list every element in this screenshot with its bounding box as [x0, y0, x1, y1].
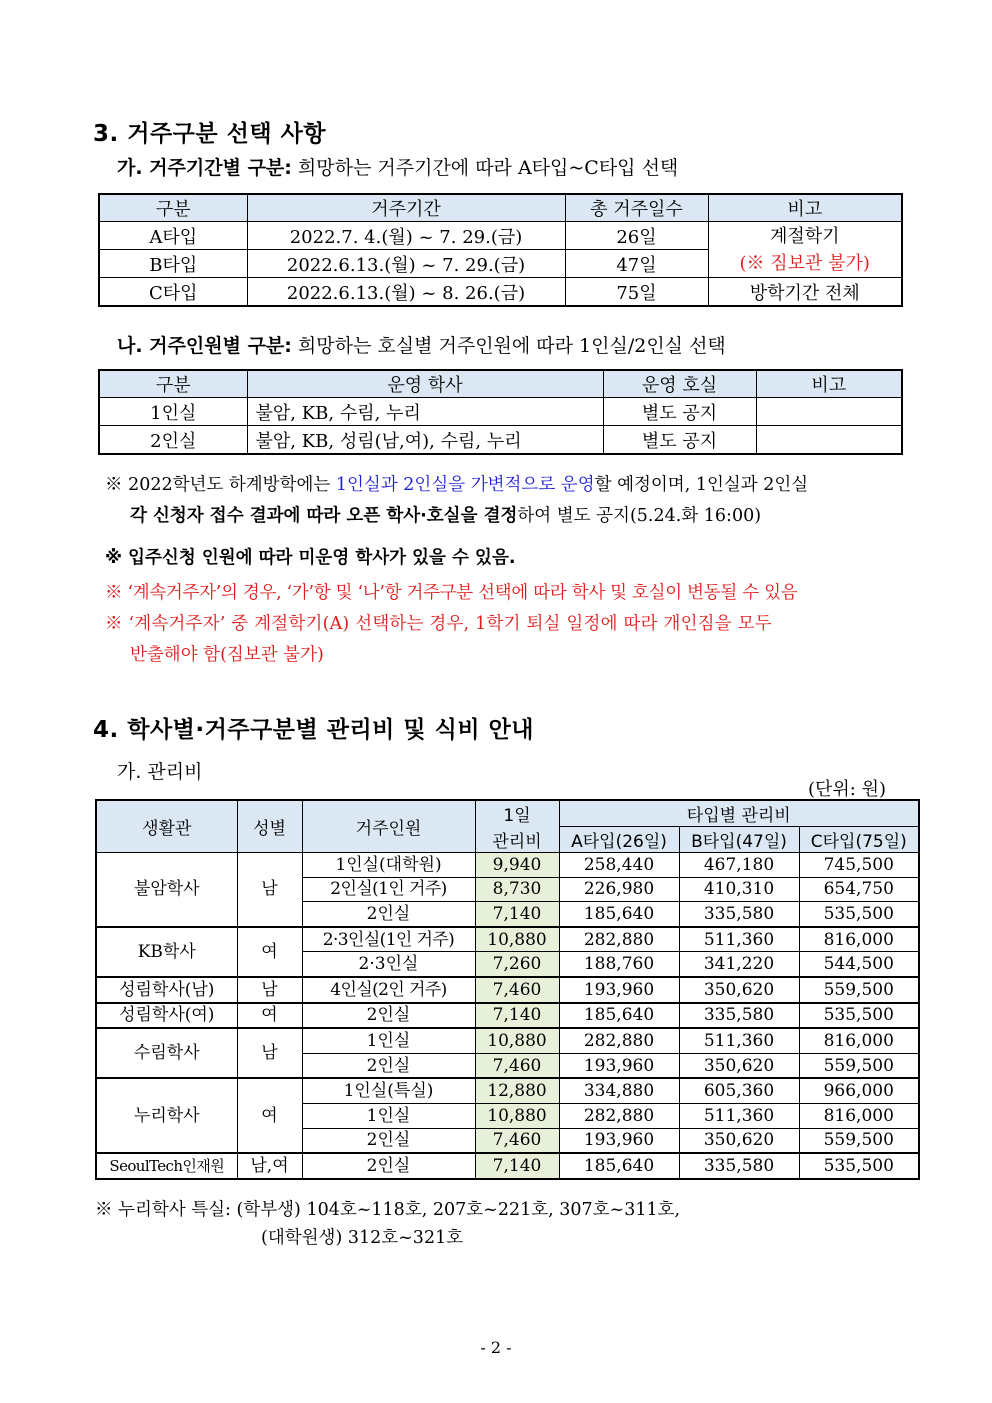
fee-gender: 남,여: [237, 1153, 302, 1179]
occ-halls: 불암, KB, 수림, 누리: [247, 398, 603, 426]
occ-header-type: 구분: [99, 370, 247, 398]
occ-header-note: 비고: [756, 370, 902, 398]
fee-type-c: 559,500: [799, 977, 919, 1003]
fee-row: [96, 1078, 919, 1103]
period-type: C타입: [99, 278, 247, 307]
period-type: A타입: [99, 222, 247, 250]
footnote-line2: (대학원생) 312호~321호: [261, 1228, 464, 1248]
fee-row: [96, 977, 919, 1003]
period-range: 2022.7. 4.(월) ~ 7. 29.(금): [247, 222, 565, 250]
note-1-text-b: 할 예정이며, 1인실과 2인실: [594, 475, 809, 495]
fee-type-a: 185,640: [559, 902, 679, 927]
fee-table-body: [96, 853, 919, 1179]
fee-type-b: 605,360: [679, 1078, 799, 1103]
occ-type: 1인실: [99, 398, 247, 426]
section3-title: 3. 거주구분 선택 사항: [93, 121, 327, 147]
period-note-ab-line2: (※ 짐보관 불가): [739, 252, 870, 274]
note-4-line2: 반출해야 함(짐보관 불가): [130, 645, 324, 665]
fee-type-b: 350,620: [679, 977, 799, 1003]
fee-type-a: 334,880: [559, 1078, 679, 1103]
fee-daily: 10,880: [475, 1103, 559, 1128]
fee-type-b: 350,620: [679, 1053, 799, 1078]
fee-type-b: 511,360: [679, 1103, 799, 1128]
period-table: [98, 193, 903, 307]
fee-table: [95, 799, 920, 1180]
fee-type-c: 816,000: [799, 927, 919, 952]
fee-type-c: 535,500: [799, 1003, 919, 1029]
period-header-type: 구분: [99, 194, 247, 222]
fee-occupancy: 1인실: [302, 1103, 475, 1128]
note-1-text-c: 하여 별도 공지(5.24.화 16:00): [517, 506, 762, 526]
fee-type-a: 282,880: [559, 927, 679, 952]
note-1-highlight: 1인실과 2인실을 가변적으로 운영: [335, 475, 595, 495]
fee-occupancy: 2·3인실(1인 거주): [302, 927, 475, 952]
fee-type-b: 350,620: [679, 1128, 799, 1153]
note-3: ※ ‘계속거주자’의 경우, ‘가’항 및 ‘나’항 거주구분 선택에 따라 학사 및 호실이 변동될 수 있음: [105, 583, 798, 603]
fee-header-occupancy: 거주인원: [302, 800, 475, 853]
fee-type-a: 258,440: [559, 853, 679, 878]
fee-header-type: 타입별 관리비: [559, 800, 919, 827]
fee-type-a: 193,960: [559, 1053, 679, 1078]
fee-row: [96, 853, 919, 878]
note-2: ※ 입주신청 인원에 따라 미운영 학사가 있을 수 있음.: [105, 548, 516, 568]
fee-type-a: 226,980: [559, 877, 679, 902]
period-range: 2022.6.13.(월) ~ 7. 29.(금): [247, 250, 565, 278]
fee-daily: 7,260: [475, 952, 559, 977]
fee-type-c: 966,000: [799, 1078, 919, 1103]
fee-type-b: 467,180: [679, 853, 799, 878]
fee-gender: 남: [237, 853, 302, 927]
fee-daily: 7,460: [475, 1128, 559, 1153]
occ-note: [756, 398, 902, 426]
fee-occupancy: 1인실(특실): [302, 1078, 475, 1103]
period-note-c: 방학기간 전체: [708, 278, 902, 307]
fee-hall: 불암학사: [96, 853, 237, 927]
fee-type-c: 559,500: [799, 1053, 919, 1078]
note-4-line1: ※ ‘계속거주자’ 중 계절학기(A) 선택하는 경우, 1학기 퇴실 일정에 따라 개인짐을 모두: [105, 614, 772, 634]
fee-hall: 성림학사(여): [96, 1003, 237, 1029]
period-header-period: 거주기간: [247, 194, 565, 222]
fee-gender: 여: [237, 927, 302, 977]
period-note-ab-line1: 계절학기: [769, 225, 840, 247]
fee-type-c: 816,000: [799, 1103, 919, 1128]
section3-sub-a: [117, 153, 678, 180]
occ-header-rooms: 운영 호실: [603, 370, 756, 398]
fee-gender: 남: [237, 1028, 302, 1078]
fee-daily: 7,460: [475, 1053, 559, 1078]
fee-type-c: 535,500: [799, 902, 919, 927]
note-4: [105, 611, 905, 668]
fee-occupancy: 2·3인실: [302, 952, 475, 977]
sub-b-label: 나. 거주인원별 구분:: [117, 335, 292, 357]
fee-occupancy: 1인실(대학원): [302, 853, 475, 878]
fee-daily: 10,880: [475, 927, 559, 952]
occ-rooms: 별도 공지: [603, 426, 756, 455]
footnote-line1: ※ 누리학사 특실: (학부생) 104호~118호, 207호~221호, 307호~311호,: [95, 1200, 681, 1220]
fee-type-a: 193,960: [559, 977, 679, 1003]
fee-hall: 수림학사: [96, 1028, 237, 1078]
fee-type-b: 511,360: [679, 927, 799, 952]
fee-row: [96, 1028, 919, 1053]
note-1: [105, 472, 905, 529]
fee-type-a: 193,960: [559, 1128, 679, 1153]
note-1-bold: 각 신청자 접수 결과에 따라 오픈 학사·호실을 결정: [130, 506, 518, 526]
fee-daily: 12,880: [475, 1078, 559, 1103]
fee-occupancy: 1인실: [302, 1028, 475, 1053]
fee-type-c: 535,500: [799, 1153, 919, 1179]
fee-type-c: 559,500: [799, 1128, 919, 1153]
fee-type-b: 335,580: [679, 902, 799, 927]
fee-type-a: 185,640: [559, 1003, 679, 1029]
fee-type-b: 410,310: [679, 877, 799, 902]
note-1-text-a: ※ 2022학년도 하계방학에는: [105, 475, 336, 495]
fee-row: [96, 1153, 919, 1179]
fee-row: [96, 1003, 919, 1029]
fee-type-a: 282,880: [559, 1103, 679, 1128]
fee-type-a: 282,880: [559, 1028, 679, 1053]
fee-type-b: 335,580: [679, 1153, 799, 1179]
fee-header-hall: 생활관: [96, 800, 237, 853]
fee-header-c: C타입(75일): [799, 827, 919, 853]
fee-header-a: A타입(26일): [559, 827, 679, 853]
fee-header-daily-line1: 1일: [475, 800, 559, 827]
fee-occupancy: 2인실: [302, 1053, 475, 1078]
fee-gender: 여: [237, 1078, 302, 1153]
section3-sub-b: [117, 331, 726, 358]
period-days: 26일: [565, 222, 708, 250]
period-note-ab: [708, 222, 902, 278]
fee-hall: 성림학사(남): [96, 977, 237, 1003]
fee-type-a: 185,640: [559, 1153, 679, 1179]
unit-label: (단위: 원): [808, 779, 886, 800]
occ-note: [756, 426, 902, 455]
fee-row: [96, 927, 919, 952]
fee-gender: 남: [237, 977, 302, 1003]
fee-daily: 9,940: [475, 853, 559, 878]
period-header-days: 총 거주일수: [565, 194, 708, 222]
fee-daily: 10,880: [475, 1028, 559, 1053]
occ-type: 2인실: [99, 426, 247, 455]
fee-occupancy: 2인실(1인 거주): [302, 877, 475, 902]
fee-daily: 7,140: [475, 902, 559, 927]
fee-header-daily-line2: 관리비: [475, 827, 559, 853]
fee-occupancy: 2인실: [302, 902, 475, 927]
fee-header-b: B타입(47일): [679, 827, 799, 853]
occ-rooms: 별도 공지: [603, 398, 756, 426]
fee-daily: 8,730: [475, 877, 559, 902]
sub-a-label: 가. 거주기간별 구분:: [117, 157, 292, 179]
fee-occupancy: 2인실: [302, 1153, 475, 1179]
fee-gender: 여: [237, 1003, 302, 1029]
fee-hall: SeoulTech인재원: [96, 1153, 237, 1179]
footnote: [95, 1196, 680, 1252]
period-header-note: 비고: [708, 194, 902, 222]
fee-daily: 7,140: [475, 1003, 559, 1029]
fee-type-c: 544,500: [799, 952, 919, 977]
fee-hall: 누리학사: [96, 1078, 237, 1153]
fee-occupancy: 4인실(2인 거주): [302, 977, 475, 1003]
period-type: B타입: [99, 250, 247, 278]
fee-occupancy: 2인실: [302, 1003, 475, 1029]
occ-header-halls: 운영 학사: [247, 370, 603, 398]
section4-sub-a: 가. 관리비: [117, 761, 203, 783]
fee-daily: 7,460: [475, 977, 559, 1003]
fee-type-a: 188,760: [559, 952, 679, 977]
fee-occupancy: 2인실: [302, 1128, 475, 1153]
sub-a-text: 희망하는 거주기간에 따라 A타입~C타입 선택: [291, 157, 679, 179]
fee-type-b: 341,220: [679, 952, 799, 977]
fee-hall: KB학사: [96, 927, 237, 977]
page-number: - 2 -: [480, 1338, 512, 1357]
fee-type-b: 335,580: [679, 1003, 799, 1029]
occ-halls: 불암, KB, 성림(남,여), 수림, 누리: [247, 426, 603, 455]
fee-type-b: 511,360: [679, 1028, 799, 1053]
fee-type-c: 745,500: [799, 853, 919, 878]
sub-b-text: 희망하는 호실별 거주인원에 따라 1인실/2인실 선택: [291, 335, 726, 357]
period-days: 75일: [565, 278, 708, 307]
fee-type-c: 654,750: [799, 877, 919, 902]
fee-header-gender: 성별: [237, 800, 302, 853]
occupancy-table: [98, 369, 903, 455]
fee-type-c: 816,000: [799, 1028, 919, 1053]
period-days: 47일: [565, 250, 708, 278]
fee-daily: 7,140: [475, 1153, 559, 1179]
period-range: 2022.6.13.(월) ~ 8. 26.(금): [247, 278, 565, 307]
section4-title: 4. 학사별·거주구분별 관리비 및 식비 안내: [93, 717, 535, 743]
